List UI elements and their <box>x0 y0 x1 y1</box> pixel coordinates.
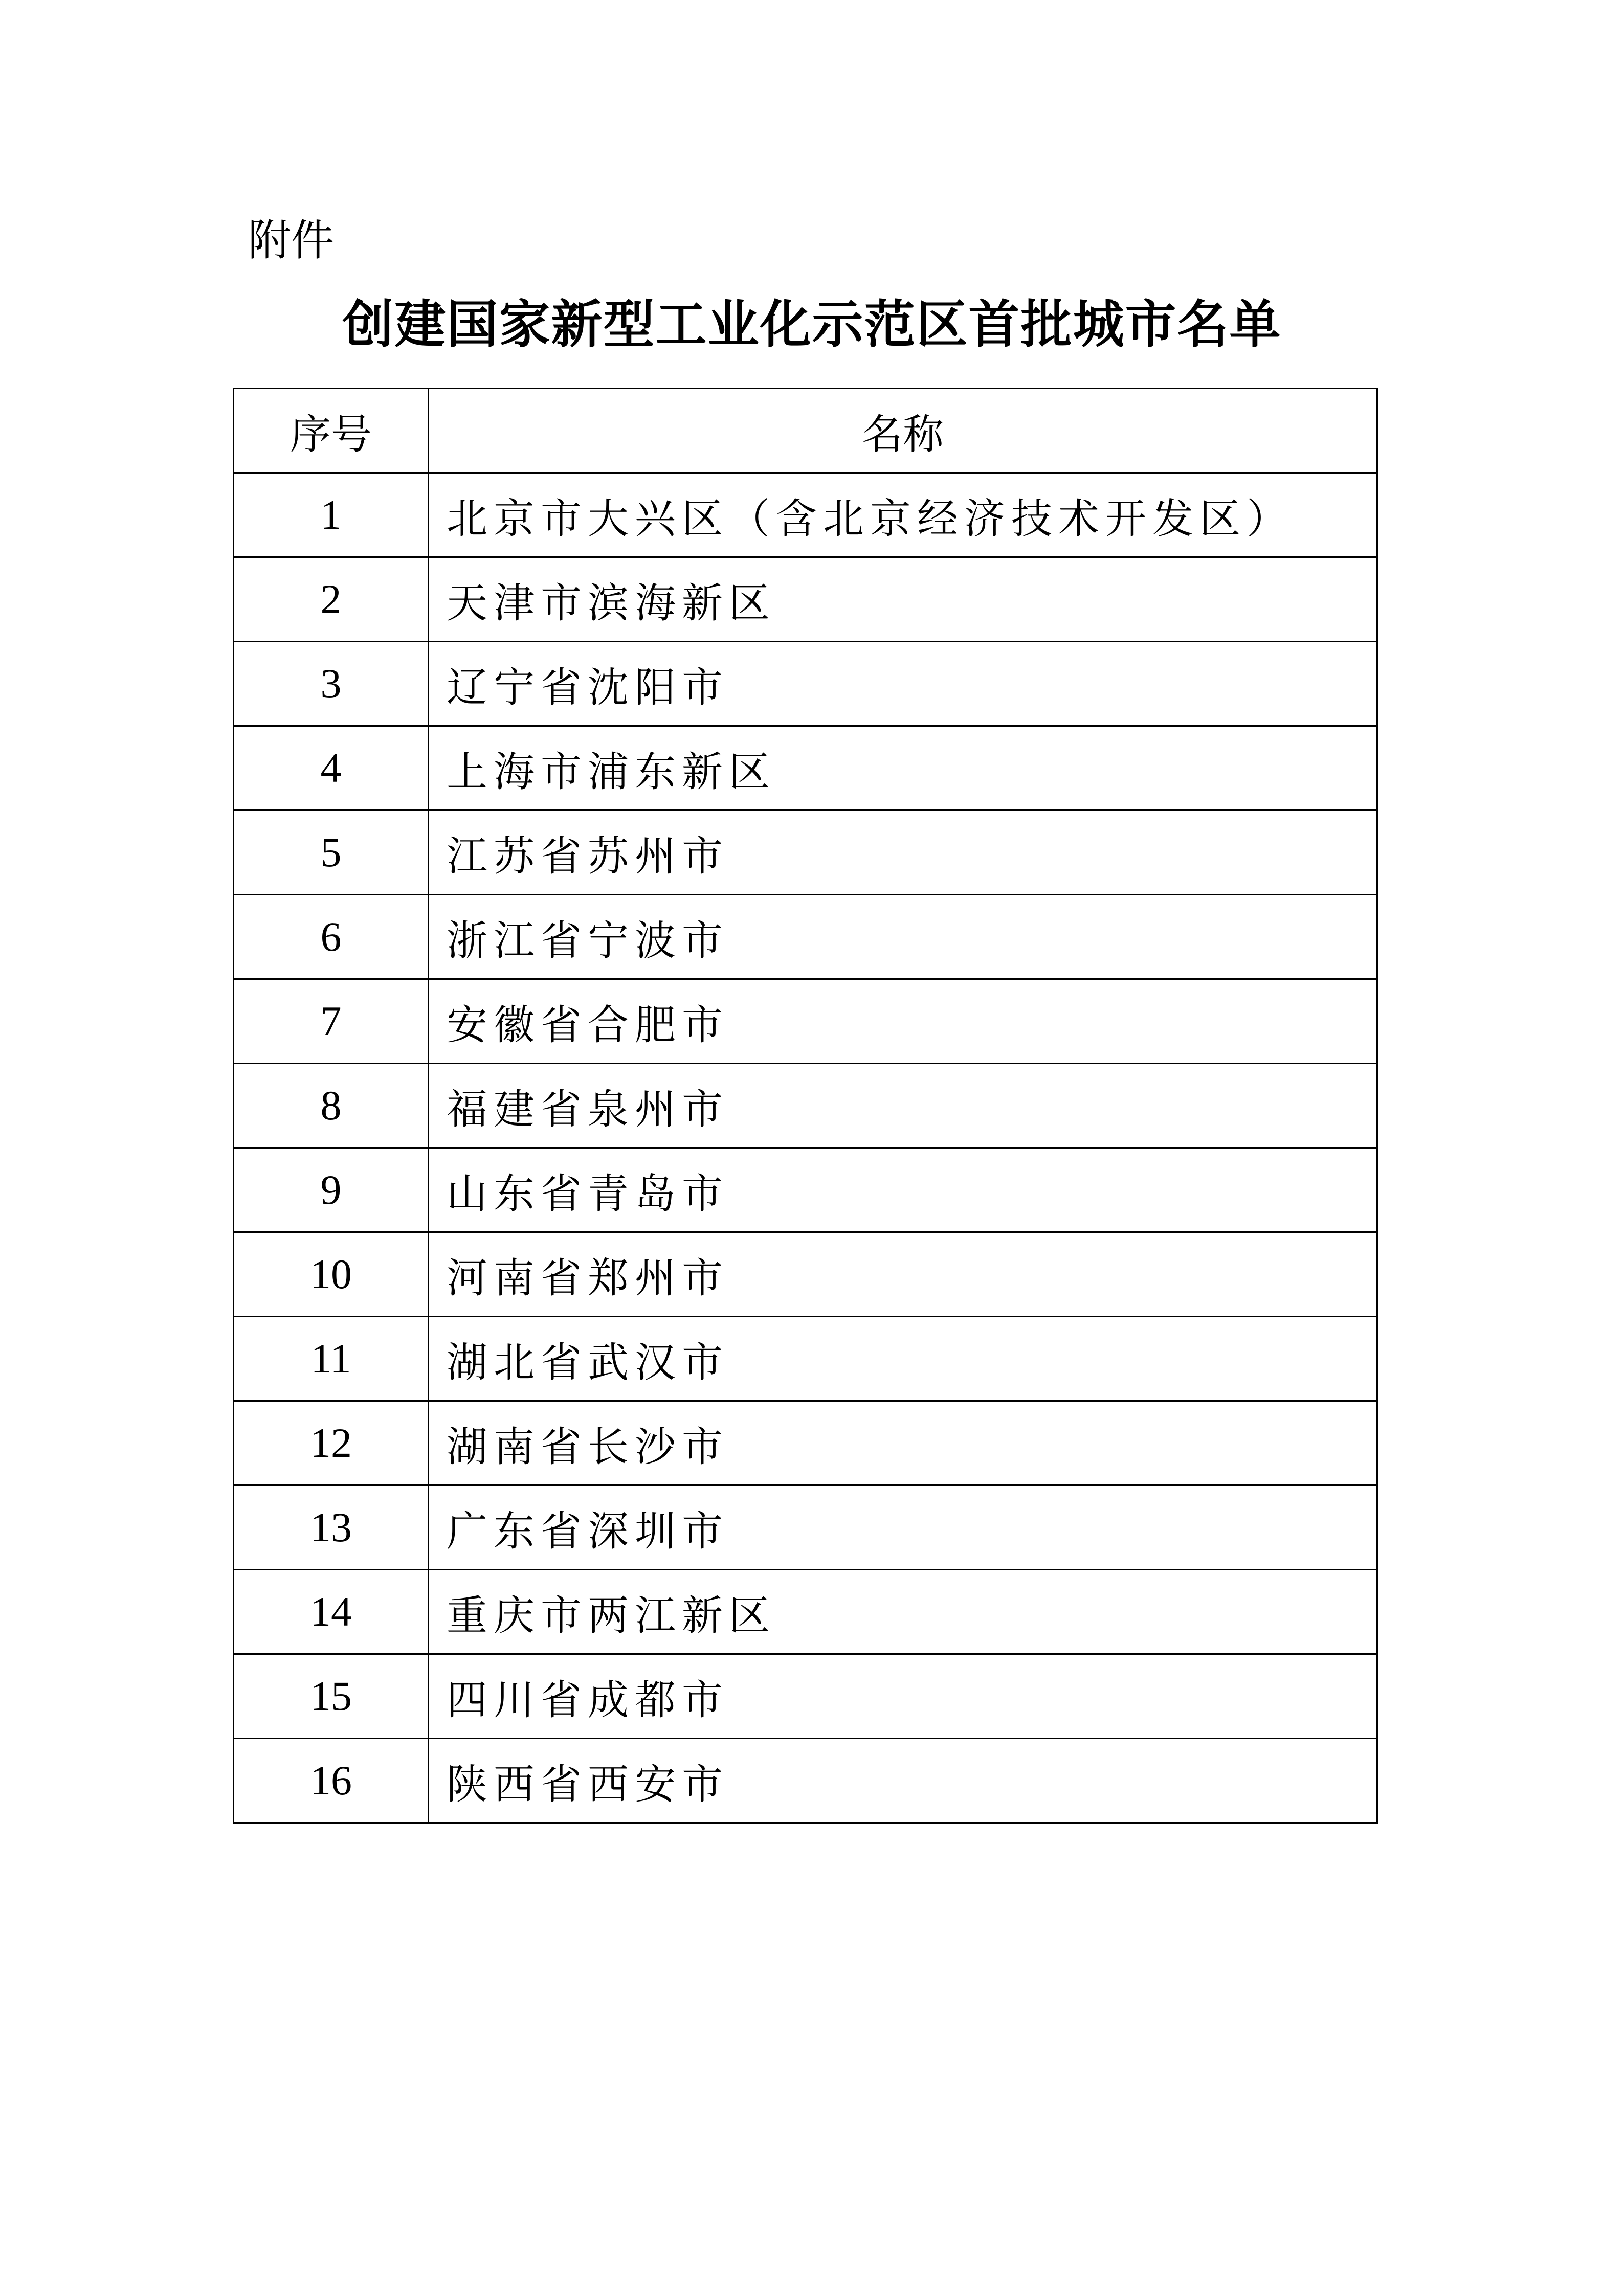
row-name: 山东省青岛市 <box>429 1148 1377 1232</box>
row-name: 浙江省宁波市 <box>429 895 1377 979</box>
table-row <box>234 1148 1377 1232</box>
table-row <box>234 1064 1377 1148</box>
row-index: 8 <box>234 1064 429 1148</box>
row-index: 10 <box>234 1232 429 1317</box>
row-index: 13 <box>234 1485 429 1570</box>
table-row <box>234 1401 1377 1485</box>
row-name: 安徽省合肥市 <box>429 979 1377 1064</box>
table-row <box>234 895 1377 979</box>
row-name: 重庆市两江新区 <box>429 1570 1377 1654</box>
row-index: 11 <box>234 1317 429 1401</box>
row-name: 北京市大兴区（含北京经济技术开发区） <box>429 473 1377 557</box>
row-index: 1 <box>234 473 429 557</box>
table-row <box>234 726 1377 811</box>
row-index: 6 <box>234 895 429 979</box>
table-header-row <box>234 389 1377 473</box>
header-index: 序号 <box>234 389 429 473</box>
row-name: 湖北省武汉市 <box>429 1317 1377 1401</box>
table-row <box>234 811 1377 895</box>
header-name: 名称 <box>429 389 1377 473</box>
attachment-label: 附件 <box>248 215 335 265</box>
row-index: 12 <box>234 1401 429 1485</box>
table-row <box>234 1317 1377 1401</box>
row-name: 福建省泉州市 <box>429 1064 1377 1148</box>
row-index: 4 <box>234 726 429 811</box>
row-name: 广东省深圳市 <box>429 1485 1377 1570</box>
table-row <box>234 979 1377 1064</box>
row-index: 9 <box>234 1148 429 1232</box>
table-row <box>234 473 1377 557</box>
row-index: 16 <box>234 1739 429 1823</box>
table-row <box>234 1485 1377 1570</box>
row-index: 3 <box>234 642 429 726</box>
row-name: 陕西省西安市 <box>429 1739 1377 1823</box>
row-name: 上海市浦东新区 <box>429 726 1377 811</box>
table-row <box>234 1232 1377 1317</box>
row-name: 辽宁省沈阳市 <box>429 642 1377 726</box>
table-row <box>234 1570 1377 1654</box>
row-name: 天津市滨海新区 <box>429 557 1377 642</box>
row-index: 15 <box>234 1654 429 1739</box>
table-row <box>234 557 1377 642</box>
document-title: 创建国家新型工业化示范区首批城市名单 <box>342 295 1282 354</box>
city-list-table <box>233 388 1378 1824</box>
table-row <box>234 1654 1377 1739</box>
row-index: 5 <box>234 811 429 895</box>
row-index: 14 <box>234 1570 429 1654</box>
row-name: 江苏省苏州市 <box>429 811 1377 895</box>
row-index: 2 <box>234 557 429 642</box>
row-name: 河南省郑州市 <box>429 1232 1377 1317</box>
row-name: 湖南省长沙市 <box>429 1401 1377 1485</box>
row-name: 四川省成都市 <box>429 1654 1377 1739</box>
table-row <box>234 1739 1377 1823</box>
table-row <box>234 642 1377 726</box>
row-index: 7 <box>234 979 429 1064</box>
